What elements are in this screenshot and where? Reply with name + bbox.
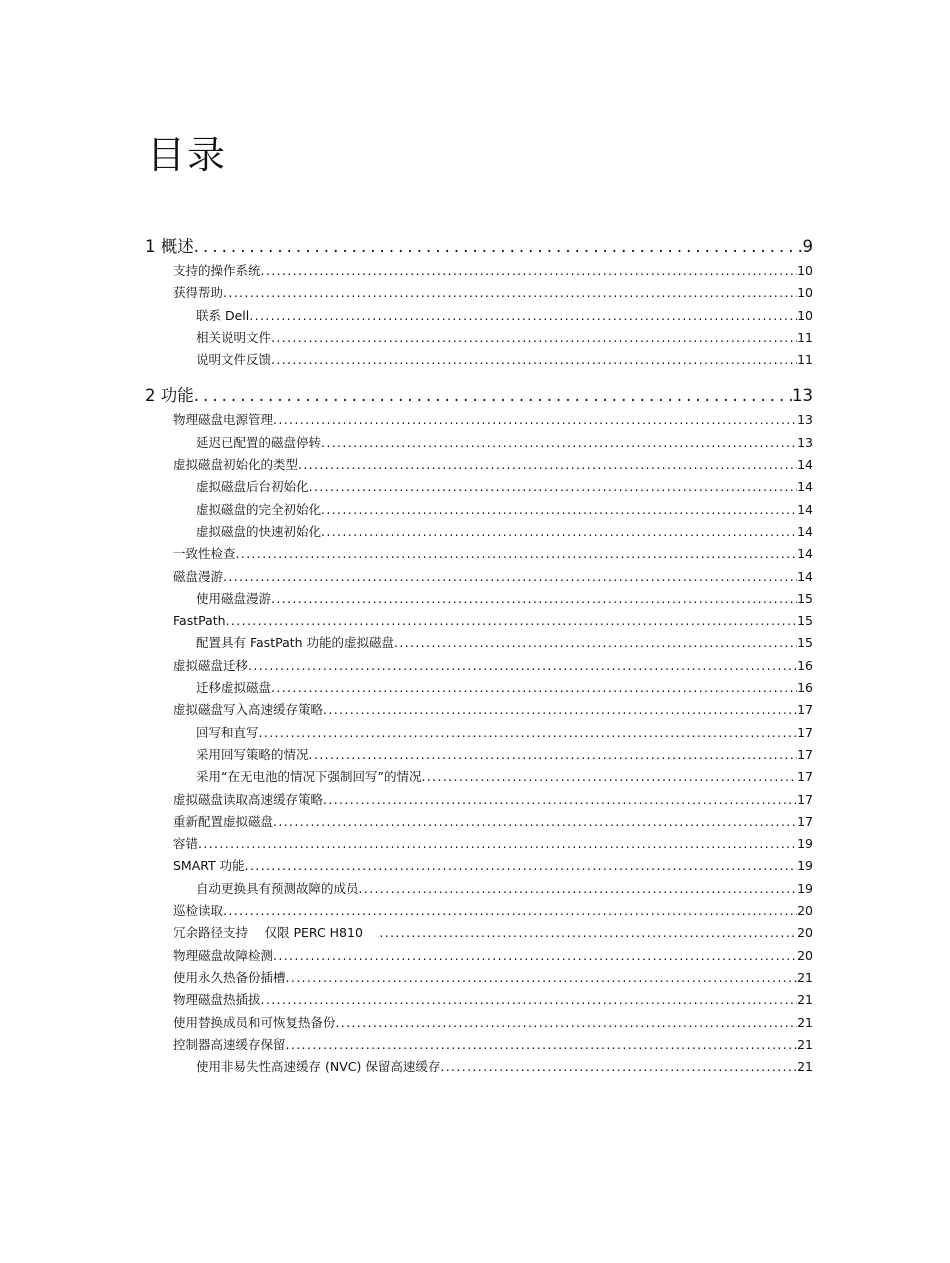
toc-entry-label: 一致性检查	[173, 546, 236, 562]
toc-dot-leader	[321, 499, 797, 521]
toc-page-number: 14	[797, 523, 813, 539]
toc-dot-leader	[261, 989, 798, 1011]
toc-page-number: 14	[797, 457, 813, 473]
toc-entry-label: SMART 功能	[173, 858, 245, 874]
toc-dot-leader	[440, 1056, 797, 1078]
toc-page-number: 9	[802, 237, 813, 256]
toc-entry-label: 冗余路径支持 仅限 PERC H810	[173, 925, 380, 941]
toc-page-number: 15	[797, 590, 813, 606]
toc-dot-leader	[286, 1034, 798, 1056]
toc-page-number: 20	[797, 947, 813, 963]
toc-page-number: 13	[797, 434, 813, 450]
toc-section-entry[interactable]	[145, 789, 813, 811]
toc-page-number: 14	[797, 568, 813, 584]
toc-dot-leader	[223, 282, 797, 304]
toc-dot-leader	[298, 454, 797, 476]
toc-section-entry[interactable]	[145, 833, 813, 855]
toc-chapter-entry[interactable]	[145, 383, 813, 409]
toc-dot-leader	[323, 789, 797, 811]
page-title: 目录	[147, 133, 228, 177]
toc-section-entry[interactable]	[145, 566, 813, 588]
toc-dot-leader	[271, 327, 797, 349]
toc-dot-leader	[194, 234, 803, 260]
toc-page-number: 11	[797, 329, 813, 345]
toc-entry-label: FastPath	[173, 613, 226, 629]
toc-entry-label: 相关说明文件	[196, 329, 272, 345]
toc-section-entry[interactable]	[145, 922, 813, 944]
toc-section-entry[interactable]	[145, 327, 813, 349]
toc-dot-leader	[226, 610, 798, 632]
toc-entry-label: 采用回写策略的情况	[196, 746, 309, 762]
toc-section-entry[interactable]	[145, 677, 813, 699]
toc-entry-label: 配置具有 FastPath 功能的虚拟磁盘	[196, 635, 395, 651]
toc-entry-label: 联系 Dell	[196, 307, 250, 323]
toc-section-entry[interactable]	[145, 811, 813, 833]
toc-dot-leader	[261, 260, 798, 282]
toc-dot-leader	[273, 409, 797, 431]
toc-entry-label: 控制器高速缓存保留	[173, 1036, 286, 1052]
toc-page-number: 19	[797, 880, 813, 896]
toc-section-entry[interactable]	[145, 409, 813, 431]
toc-page-number: 21	[797, 992, 813, 1008]
toc-page-number: 19	[797, 858, 813, 874]
toc-section-entry[interactable]	[145, 900, 813, 922]
toc-dot-leader	[245, 855, 797, 877]
toc-section-entry[interactable]	[145, 521, 813, 543]
toc-entry-label: 回写和直写	[196, 724, 259, 740]
toc-entry-label: 物理磁盘电源管理	[173, 412, 274, 428]
toc-dot-leader	[198, 833, 797, 855]
toc-dot-leader	[309, 476, 798, 498]
toc-entry-label: 虚拟磁盘的完全初始化	[196, 501, 322, 517]
toc-dot-leader	[309, 744, 798, 766]
toc-section-entry[interactable]	[145, 454, 813, 476]
toc-dot-leader	[323, 699, 797, 721]
toc-page-number: 10	[797, 307, 813, 323]
toc-page-number: 17	[797, 702, 813, 718]
toc-section-entry[interactable]	[145, 349, 813, 371]
toc-section-entry[interactable]	[145, 1034, 813, 1056]
toc-page-number: 20	[797, 903, 813, 919]
toc-dot-leader	[259, 722, 798, 744]
toc-section-entry[interactable]	[145, 1012, 813, 1034]
toc-dot-leader	[271, 677, 797, 699]
toc-section-entry[interactable]	[145, 989, 813, 1011]
toc-page-number: 21	[797, 1014, 813, 1030]
toc-page-number: 10	[797, 285, 813, 301]
toc-dot-leader	[273, 945, 797, 967]
toc-entry-label: 延迟已配置的磁盘停转	[196, 434, 322, 450]
toc-page-number: 14	[797, 501, 813, 517]
toc-entry-label: 采用“在无电池的情况下强制回写”的情况	[196, 769, 422, 785]
toc-page-number: 14	[797, 546, 813, 562]
toc-entry-label: 使用替换成员和可恢复热备份	[173, 1014, 336, 1030]
toc-entry-label: 说明文件反馈	[196, 352, 272, 368]
toc-section-entry[interactable]	[145, 499, 813, 521]
toc-entry-label: 自动更换具有预测故障的成员	[196, 880, 359, 896]
toc-dot-leader	[336, 1012, 798, 1034]
toc-section-entry[interactable]	[145, 432, 813, 454]
toc-page-number: 17	[797, 724, 813, 740]
toc-dot-leader	[223, 566, 797, 588]
toc-entry-label: 2 功能	[145, 386, 194, 406]
toc-entry-label: 虚拟磁盘初始化的类型	[173, 457, 299, 473]
toc-section-entry[interactable]	[145, 610, 813, 632]
toc-dot-leader	[236, 543, 798, 565]
toc-section-entry[interactable]	[145, 766, 813, 788]
toc-dot-leader	[223, 900, 797, 922]
toc-dot-leader	[249, 305, 797, 327]
toc-section-entry[interactable]	[145, 476, 813, 498]
toc-section-entry[interactable]	[145, 855, 813, 877]
toc-dot-leader	[321, 521, 797, 543]
toc-entry-label: 虚拟磁盘迁移	[173, 657, 249, 673]
toc-section-entry[interactable]	[145, 655, 813, 677]
toc-page-number: 14	[797, 479, 813, 495]
toc-section-entry[interactable]	[145, 744, 813, 766]
toc-section-entry[interactable]	[145, 722, 813, 744]
toc-entry-label: 使用永久热备份插槽	[173, 969, 286, 985]
toc-dot-leader	[421, 766, 797, 788]
toc-dot-leader	[194, 383, 792, 409]
table-of-contents	[145, 234, 813, 1078]
toc-section-entry[interactable]	[145, 699, 813, 721]
toc-page-number: 19	[797, 836, 813, 852]
toc-page-number: 13	[792, 386, 813, 406]
toc-section-entry[interactable]	[145, 967, 813, 989]
toc-entry-label: 重新配置虚拟磁盘	[173, 813, 274, 829]
toc-section-entry[interactable]	[145, 1056, 813, 1078]
toc-section-entry[interactable]	[145, 305, 813, 327]
toc-dot-leader	[321, 432, 797, 454]
toc-page-number: 17	[797, 791, 813, 807]
toc-page-number: 21	[797, 1059, 813, 1075]
toc-entry-label: 磁盘漫游	[173, 568, 224, 584]
toc-page-number: 21	[797, 969, 813, 985]
toc-chapter-entry[interactable]	[145, 234, 813, 260]
toc-entry-label: 物理磁盘热插拔	[173, 992, 261, 1008]
toc-section-entry[interactable]	[145, 543, 813, 565]
toc-page-number: 15	[797, 635, 813, 651]
toc-page-number: 13	[797, 412, 813, 428]
toc-entry-label: 虚拟磁盘后台初始化	[196, 479, 309, 495]
toc-dot-leader	[379, 922, 797, 944]
toc-page-number: 21	[797, 1036, 813, 1052]
toc-entry-label: 虚拟磁盘的快速初始化	[196, 523, 322, 539]
toc-page-number: 10	[797, 263, 813, 278]
toc-page-number: 17	[797, 769, 813, 785]
toc-entry-label: 容错	[173, 836, 199, 852]
toc-page-number: 15	[797, 613, 813, 629]
toc-dot-leader	[248, 655, 797, 677]
toc-page-number: 16	[797, 680, 813, 696]
toc-page-number: 20	[797, 925, 813, 941]
toc-section-entry[interactable]	[145, 282, 813, 304]
toc-entry-label: 虚拟磁盘写入高速缓存策略	[173, 702, 324, 718]
toc-page-number: 16	[797, 657, 813, 673]
toc-page-number: 11	[797, 352, 813, 368]
toc-section-entry[interactable]	[145, 878, 813, 900]
toc-section-entry[interactable]	[145, 588, 813, 610]
toc-entry-label: 迁移虚拟磁盘	[196, 680, 272, 696]
toc-page-number: 17	[797, 813, 813, 829]
toc-dot-leader	[271, 588, 797, 610]
toc-section-entry[interactable]	[145, 260, 813, 282]
toc-entry-label: 使用磁盘漫游	[196, 590, 272, 606]
toc-entry-label: 1 概述	[145, 237, 194, 256]
toc-entry-label: 使用非易失性高速缓存 (NVC) 保留高速缓存	[196, 1059, 441, 1075]
toc-page-number: 17	[797, 746, 813, 762]
toc-dot-leader	[286, 967, 798, 989]
toc-entry-label: 支持的操作系统	[173, 263, 261, 278]
toc-dot-leader	[273, 811, 797, 833]
toc-section-entry[interactable]	[145, 632, 813, 654]
toc-dot-leader	[271, 349, 797, 371]
toc-entry-label: 虚拟磁盘读取高速缓存策略	[173, 791, 324, 807]
toc-entry-label: 获得帮助	[173, 285, 224, 301]
toc-entry-label: 物理磁盘故障检测	[173, 947, 274, 963]
toc-entry-label: 巡检读取	[173, 903, 224, 919]
toc-dot-leader	[394, 632, 797, 654]
toc-section-entry[interactable]	[145, 945, 813, 967]
toc-dot-leader	[359, 878, 798, 900]
